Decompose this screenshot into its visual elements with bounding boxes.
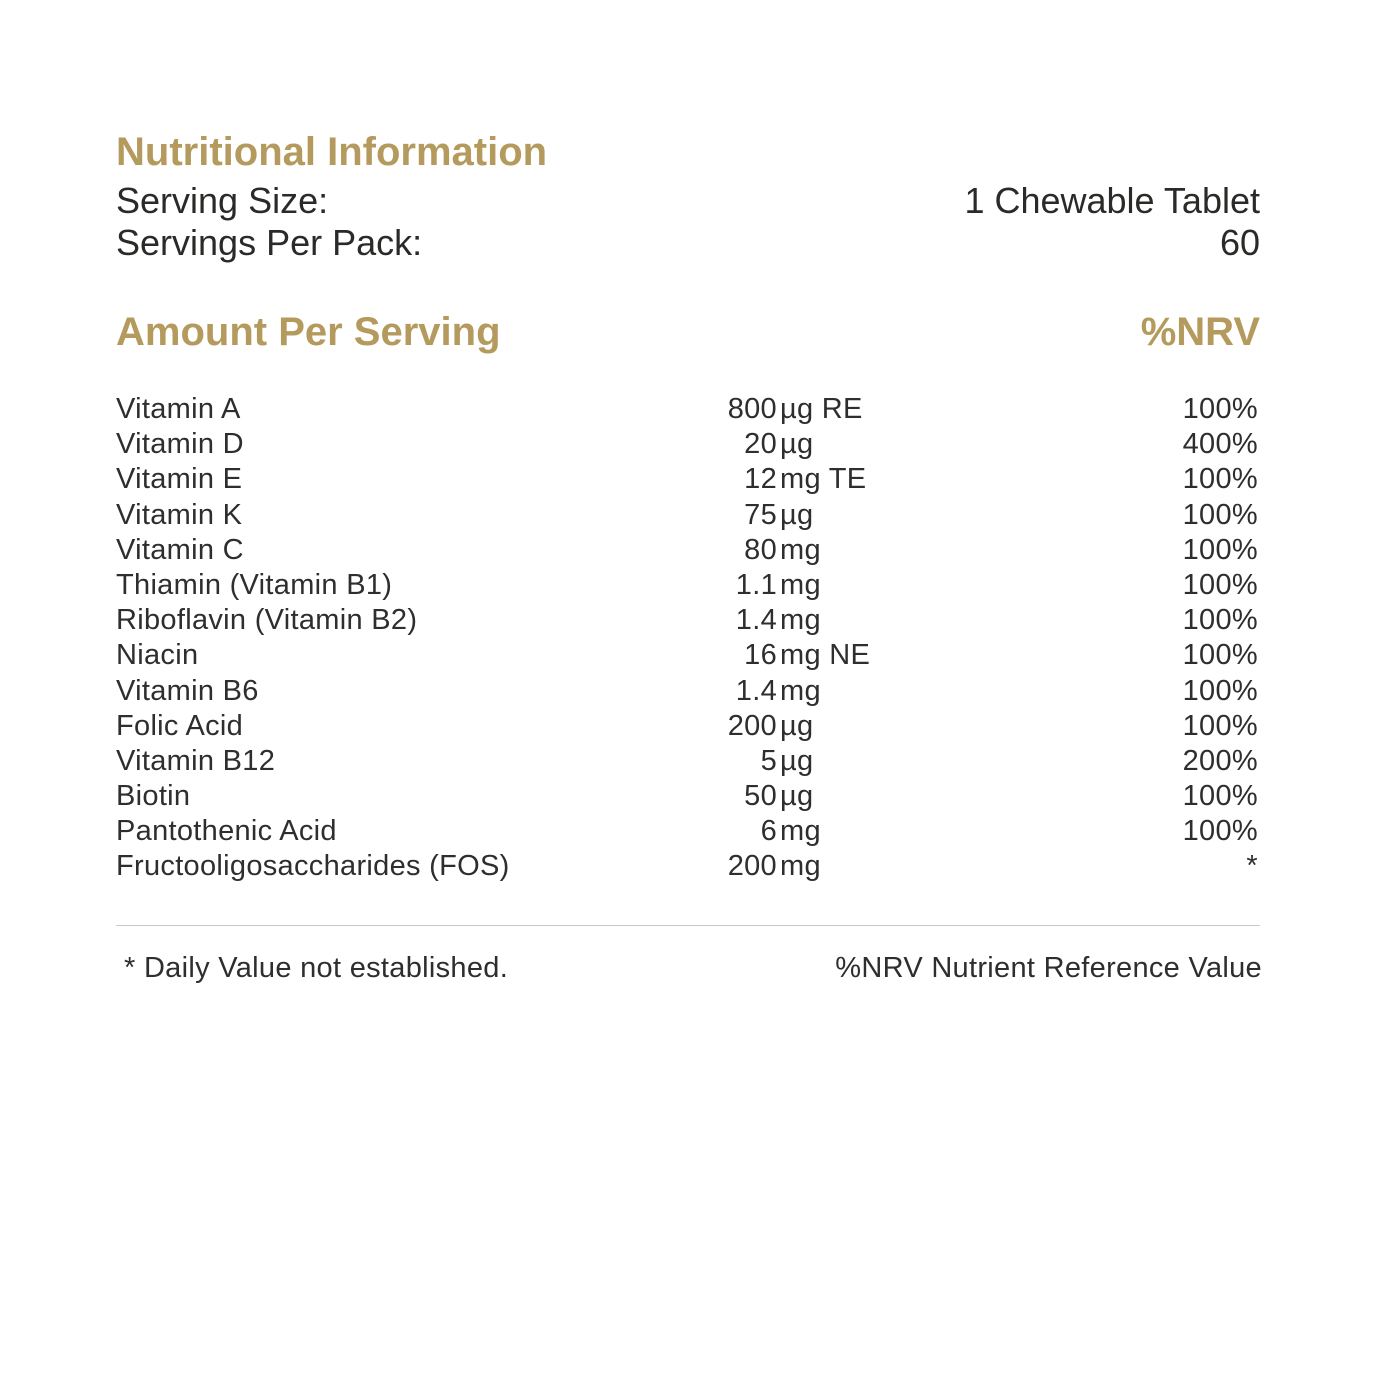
nutrient-amount: 6 [760,815,777,848]
serving-size-label: Serving Size: [116,180,329,221]
nutrient-unit: µg [780,498,814,531]
nutrient-amount: 800 [727,393,777,425]
nutrient-name: Vitamin A [116,393,241,425]
nutrient-row [116,674,1260,709]
nutrient-nrv: 400% [1182,428,1258,461]
nutrient-nrv: 100% [1182,815,1258,848]
nutrient-row [116,709,1260,744]
nutrient-nrv: 100% [1182,393,1258,425]
nutrient-nrv: 100% [1182,780,1258,813]
nutrient-unit: mg [780,850,821,883]
nrv-heading: %NRV [1140,310,1260,354]
nutrient-name: Folic Acid [116,709,244,742]
nutrient-amount: 200 [727,709,777,742]
nutrient-unit: µg [780,780,814,813]
nutrient-row [116,849,1260,884]
nutrient-amount: 20 [744,428,777,461]
amount-per-serving-heading: Amount Per Serving [116,310,501,354]
nutrition-panel [116,128,1260,885]
nutrient-nrv: 200% [1182,744,1258,777]
nutrient-amount: 50 [744,780,777,813]
serving-size-value: 1 Chewable Tablet [964,180,1260,221]
nutrient-amount: 16 [744,639,777,672]
nutrient-unit: mg [780,568,821,601]
nrv-definition-note: %NRV Nutrient Reference Value [835,952,1262,984]
nutrient-nrv: 100% [1182,533,1258,566]
nutrient-amount: 1.1 [735,568,777,601]
nutrient-name: Vitamin K [116,498,243,531]
table-divider [116,925,1260,926]
nutrient-name: Fructooligosaccharides (FOS) [116,850,510,883]
nutrient-row [116,603,1260,638]
nutrient-row [116,779,1260,814]
nutrient-table [116,392,1260,885]
nutrient-name: Thiamin (Vitamin B1) [116,568,393,601]
nutrient-row [116,568,1260,603]
nutrient-row [116,744,1260,779]
nutrient-nrv: 100% [1182,639,1258,672]
nutrient-unit: µg [780,709,814,742]
nutrient-amount: 1.4 [735,674,777,707]
nutrient-row [116,462,1260,497]
nutrient-unit: mg TE [780,463,867,496]
servings-per-pack-value: 60 [1219,222,1260,263]
nutrient-name: Vitamin C [116,533,244,566]
nutrient-unit: mg [780,815,821,848]
footer-notes [116,950,1262,986]
nutrient-row [116,498,1260,533]
daily-value-note: * Daily Value not established. [124,952,509,984]
table-header [116,308,1260,356]
nutrient-amount: 75 [744,498,777,531]
nutrient-name: Vitamin D [116,428,244,461]
nutrient-nrv: 100% [1182,498,1258,531]
nutrient-nrv: 100% [1182,568,1258,601]
nutrient-unit: mg [780,604,821,637]
nutrient-name: Biotin [116,780,191,813]
nutrient-name: Pantothenic Acid [116,815,337,848]
nutrient-nrv: 100% [1182,463,1258,496]
nutrient-unit: µg [780,428,814,461]
nutrient-unit: µg [780,744,814,777]
nutrient-nrv: 100% [1182,674,1258,707]
servings-per-pack-row [116,222,1260,264]
nutrient-unit: mg NE [780,639,871,672]
servings-per-pack-label: Servings Per Pack: [116,222,423,263]
nutrient-unit: µg RE [780,393,863,425]
nutrient-nrv: 100% [1182,709,1258,742]
nutrient-name: Riboflavin (Vitamin B2) [116,604,418,637]
nutrient-nrv: * [1246,850,1258,883]
nutrient-nrv: 100% [1182,604,1258,637]
nutrient-amount: 12 [744,463,777,496]
nutrient-row [116,638,1260,673]
serving-size-row [116,180,1260,222]
nutrient-row [116,427,1260,462]
nutrient-name: Vitamin B12 [116,744,276,777]
panel-title: Nutritional Information [116,130,548,174]
nutrient-row [116,533,1260,568]
nutrient-row [116,392,1260,427]
nutrient-unit: mg [780,674,821,707]
nutrient-amount: 1.4 [735,604,777,637]
nutrient-amount: 80 [744,533,777,566]
nutrient-name: Vitamin E [116,463,243,496]
nutrient-amount: 5 [760,744,777,777]
nutrient-row [116,814,1260,849]
nutrient-name: Vitamin B6 [116,674,259,707]
nutrient-name: Niacin [116,639,199,672]
nutrient-unit: mg [780,533,821,566]
serving-info [116,180,1260,264]
nutrient-amount: 200 [727,850,777,883]
